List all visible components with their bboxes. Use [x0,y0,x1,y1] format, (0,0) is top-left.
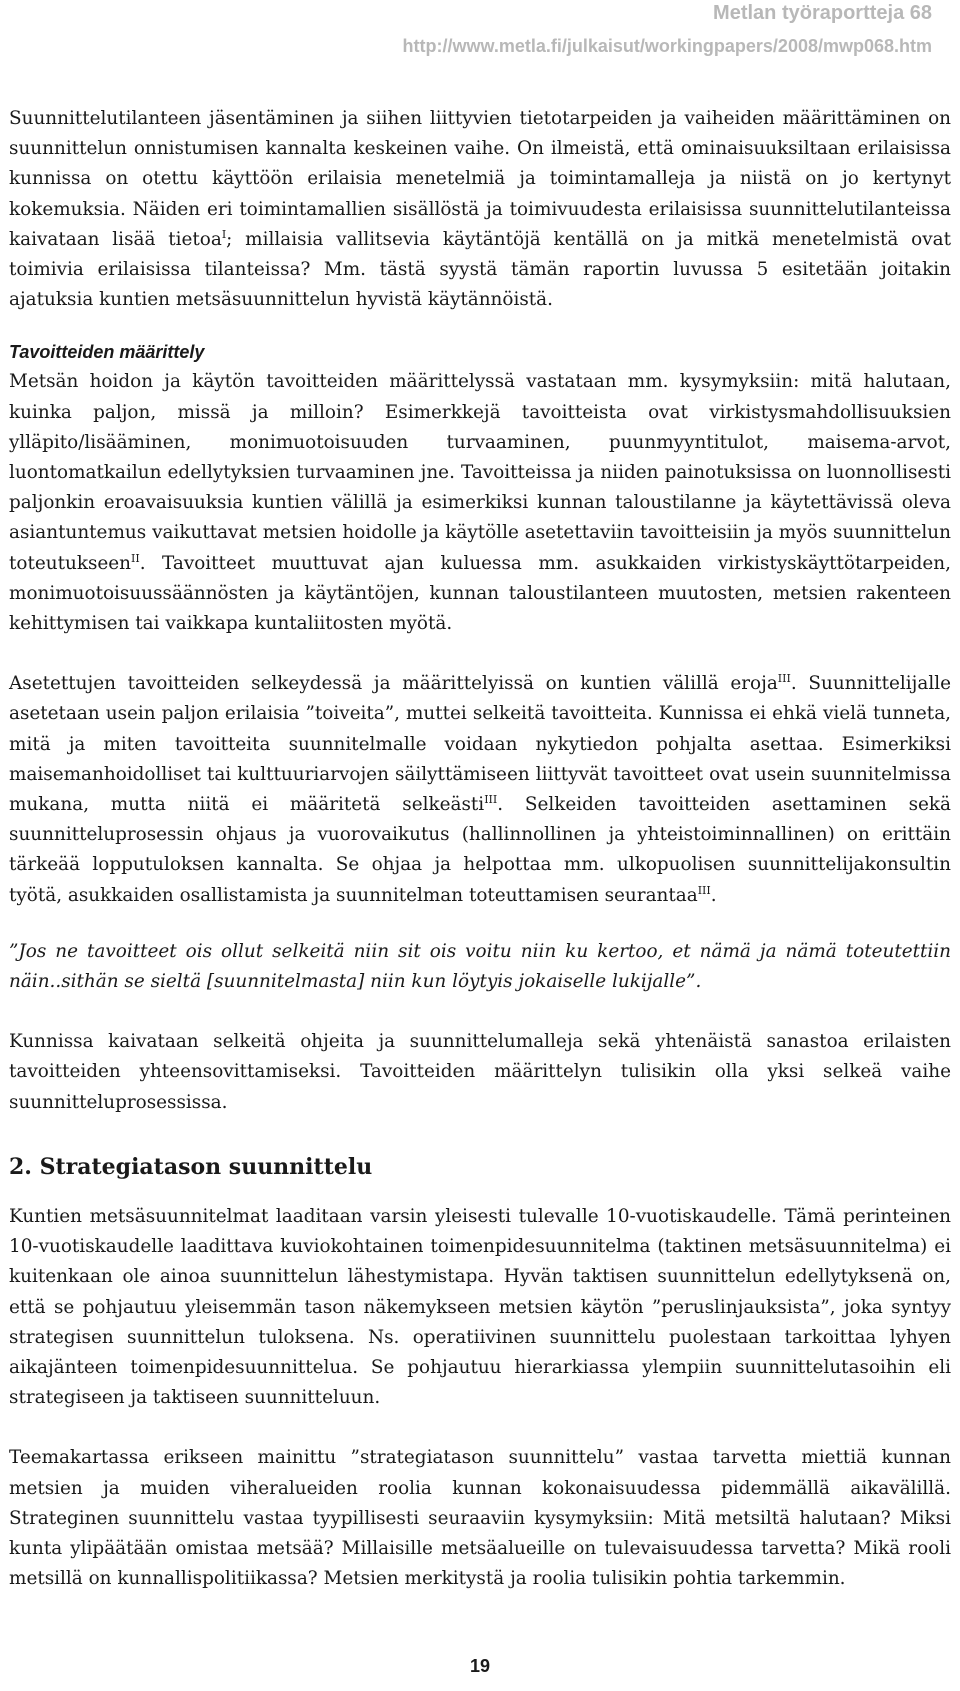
text-span: . Suunnittelijalle asetetaan usein paljon erilaisia ”toiveita”, muttei selkeitä tavoitteita. Kunnissa ei ehkä vielä tunneta, mitä ja miten tavoitteita suunnitelmalle voidaan nykytiedon pohjalta asettaa. Esimerkiksi maisemanhoidolliset tai kulttuuriarvojen säilyttämiseen liittyvät tavoitteet ovat usein suunnitelmissa mukana, mutta niitä ei määritetä selkeästi [9,673,951,816]
paragraph-strategy: Kuntien metsäsuunnitelmat laaditaan varsin yleisesti tulevalle 10-vuotiskaudelle. Tämä perinteinen 10-vuotiskaudelle laadittava kuviokohtainen toimenpidesuunnitelma (taktinen metsäsuunnitelma) ei kuitenkaan ole ainoa suunnittelun lähestymistapa. Hyvän taktisen suunnittelun edellytyksenä on, että se pohjautuu yleisemmän tason näkemykseen metsien käytön ”peruslinjauksista”, joka syntyy strategisen suunnittelun tuloksena. Ns. operatiivinen suunnittelu puolestaan tarkoittaa lyhyen aikajänteen toimenpidesuunnittelua. Se pohjautuu hierarkiassa ylempiin suunnittelutasoihin eli strategiseen ja taktiseen suunnitteluun. [9,1205,951,1409]
text-span: . Selkeiden tavoitteiden asettaminen sekä suunnitteluprosessin ohjaus ja vuorovaikutus (hallinnollinen ja yhteistoiminnallinen) on erittäin tärkeää lopputuloksen kannalta. Se ohjaa ja helpottaa mm. ulkopuolisen suunnittelijakonsultin työtä, asukkaiden osallistamista ja suunnitelman toteuttamisen seurantaa [9,794,951,906]
paragraph-goals [9,367,951,639]
page-header [403,0,932,58]
paragraph-theme-map: Teemakartassa erikseen mainittu ”strategiatason suunnittelu” vastaa tarvetta miettiä kunnan metsien ja muiden viheralueiden roolia kunnan kokonaisuudessa pidemmällä aikavälillä. Strateginen suunnittelu vastaa tyypillisesti seuraaviin kysymyksiin: Mitä metsiltä halutaan? Miksi kunta ylipäätään omistaa metsää? Millaisille metsäalueille on tulevaisuudessa tarvetta? Mikä rooli metsillä on kunnallispolitiikassa? Metsien merkitystä ja roolia tulisikin pohtia tarkemmin. [9,1447,951,1590]
text-span: . [710,884,717,906]
footnote-ref: III [484,792,498,806]
text-span: Metsän hoidon ja käytön tavoitteiden määrittelyssä vastataan mm. kysymyksiin: mitä halutaan, kuinka paljon, missä ja milloin? Esimerkkejä tavoitteista ovat virkistysmahdollisuuksien ylläpito/lisääminen, monimuotoisuuden turvaaminen, puunmyyntitulot, maisema-arvot, luontomatkailun edellytyksien turvaaminen jne. Tavoitteissa ja niiden painotuksissa on luonnollisesti paljonkin eroavaisuuksia kuntien välillä ja esimerkiksi kunnan taloustilanne ja käytettävissä oleva asiantuntemus vaikuttavat metsien hoidolle ja käytölle asetettaviin tavoitteisiin ja myös suunnittelun toteutukseen [9,371,951,574]
subheading-goals: Tavoitteiden määrittely [9,342,205,363]
page-number: 19 [469,1656,491,1676]
interview-quote: ”Jos ne tavoitteet ois ollut selkeitä niin sit ois voitu niin ku kertoo, et nämä ja nämä toteutettiin näin..sithän se sieltä [suunnitelmasta] niin kun löytyis jokaiselle lukijalle”. [9,940,951,993]
paragraph-intro [9,104,951,315]
paragraph-guidance: Kunnissa kaivataan selkeitä ohjeita ja suunnittelumalleja sekä yhtenäistä sanastoa erilaisten tavoitteiden yhteensovittamiseksi. Tavoitteiden määrittelyn tulisikin olla yksi selkeä vaihe suunnitteluprosessissa. [9,1031,951,1113]
text-span: Suunnittelutilanteen jäsentäminen ja siihen liittyvien tietotarpeiden ja vaiheiden määrittäminen on suunnittelun onnistumisen kannalta keskeinen vaihe. On ilmeistä, että ominaisuuksiltaan erilaisissa kunnissa on otettu käyttöön erilaisia menetelmiä ja toimintamalleja ja niistä on jo kertynyt kokemuksia. Näiden eri toimintamallien sisällöstä ja toimivuudesta erilaisissa suunnittelutilanteissa kaivataan lisää tietoa [9,108,951,250]
footnote-ref: I [221,227,227,241]
section-heading: 2. Strategiatason suunnittelu [9,1153,373,1180]
series-title: Metlan työraportteja 68 [713,2,932,24]
footnote-ref: III [697,883,711,897]
footnote-ref: III [777,672,791,686]
text-span: Asetettujen tavoitteiden selkeydessä ja määrittelyissä on kuntien välillä eroja [9,673,778,695]
series-url[interactable]: http://www.metla.fi/julkaisut/workingpapers/2008/mwp068.htm [402,36,932,56]
text-span: . Tavoitteet muuttuvat ajan kuluessa mm. asukkaiden virkistyskäyttötarpeiden, monimuotoisuussäännösten ja käytäntöjen, kunnan taloustilanteen muutosten, metsien rakenteen kehittymisen tai vaikkapa kuntaliitosten myötä. [9,552,951,635]
document-body [9,104,951,1594]
paragraph-goal-clarity [9,669,951,911]
text-span: ; millaisia vallitsevia käytäntöjä kentällä on ja mitkä menetelmistä ovat toimivia erilaisissa tilanteissa? Mm. tästä syystä tämän raportin luvussa 5 esitetään joitakin ajatuksia kuntien metsäsuunnittelun hyvistä käytännöistä. [9,228,951,311]
footnote-ref: II [131,551,140,565]
